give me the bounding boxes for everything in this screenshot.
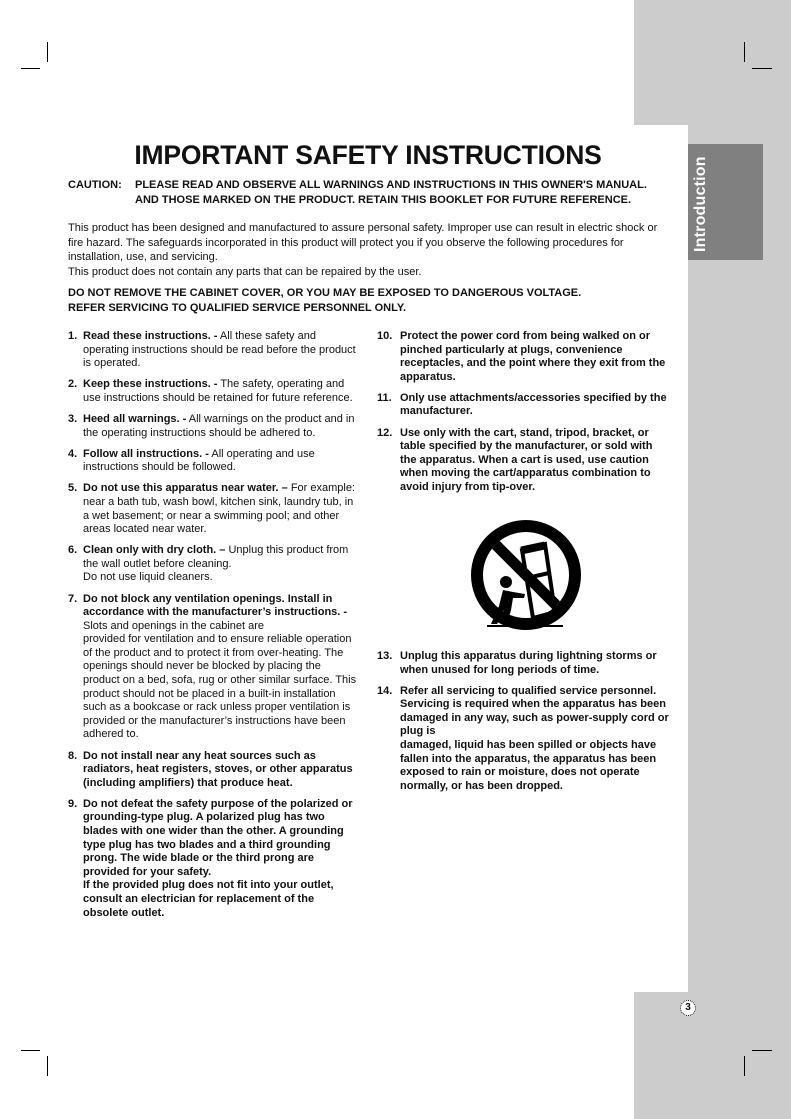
instruction-item: 13. Unplug this apparatus during lightning storms or when unused for long periods of time.: [377, 650, 657, 676]
instruction-item: 8. Do not install near any heat sources such as radiators, heat registers, stoves, or other apparatus (including amplifiers) that produce heat.: [68, 749, 353, 789]
page-number: 3: [680, 1000, 696, 1016]
instruction-item: 7. Do not block any ventilation openings. Install in accordance with the manufacturer’s instructions. - Slots and openings in the cabinet are provided for ventilation and to ensure reliable operation of the product and to protect it from over-heating. The openings should never be blocked by placing the product on a bed, sofa, rug or other similar surface. This product should not be placed in a built-in installation such as a bookcase or rack unless proper ventilation is provided or the manufacturer’s instructions have been adhered to.: [68, 592, 357, 741]
crop-mark: [47, 42, 48, 62]
crop-mark: [21, 68, 40, 69]
crop-mark: [21, 1050, 40, 1051]
crop-mark: [744, 42, 745, 62]
instruction-item: 12. Use only with the cart, stand, tripod, bracket, or table specified by the manufacturer, or sold with the apparatus. When a cart is used, use caution when moving the cart/apparatus combination to avoid injury from tip-over.: [377, 426, 653, 493]
sidebar-background-top: [634, 0, 791, 125]
instruction-item: 9. Do not defeat the safety purpose of the polarized or grounding-type plug. A polarized plug has two blades with one wider than the other. A grounding type plug has two blades and a third grounding prong. The wide blade or the third prong are provided for your safety. If the provided plug does not fit into your outlet, consult an electrician for replacement of the obsolete outlet.: [68, 797, 353, 919]
caution-label: CAUTION:: [68, 179, 122, 191]
intro-block: [68, 221, 668, 279]
instruction-item: 2. Keep these instructions. - The safety, operating and use instructions should be retained for future reference.: [68, 378, 353, 404]
instructions-left-column: [68, 330, 360, 928]
instruction-item: 1. Read these instructions. - All these safety and operating instructions should be read before the product is operated.: [68, 330, 356, 370]
page-title: IMPORTANT SAFETY INSTRUCTIONS: [134, 140, 602, 170]
caution-text: PLEASE READ AND OBSERVE ALL WARNINGS AND INSTRUCTIONS IN THIS OWNER'S MANUAL. AND THOSE MARKED ON THE PRODUCT. RETAIN THIS BOOKLET FOR FUTURE REFERENCE.: [135, 179, 647, 206]
crop-mark: [752, 68, 772, 69]
crop-mark: [744, 1056, 745, 1076]
cart-tip-over-warning-icon: [467, 520, 585, 632]
warning-line: REFER SERVICING TO QUALIFIED SERVICE PERSONNEL ONLY.: [68, 301, 407, 314]
section-tab-label: Introduction: [692, 156, 709, 252]
caution-block: [68, 178, 648, 207]
intro-paragraph: This product does not contain any parts that can be repaired by the user.: [68, 265, 422, 278]
intro-paragraph: This product has been designed and manufactured to assure personal safety. Improper use can result in electric shock or fire hazard. The safeguards incorporated in this product will protect you if you observe the following procedures for installation, use, and servicing.: [68, 222, 658, 263]
instruction-item: 11. Only use attachments/accessories specified by the manufacturer.: [377, 391, 667, 418]
instruction-item: 4. Follow all instructions. - All operating and use instructions should be followed.: [68, 447, 315, 474]
instructions-right-column: [377, 330, 671, 502]
instruction-item: 14. Refer all servicing to qualified service personnel. Servicing is required when the apparatus has been damaged in any way, such as power-supply cord or plug is damaged, liquid has been spilled or objects have fallen into the apparatus, the apparatus has been exposed to rain or moisture, does not operate normally, or has been dropped.: [377, 684, 669, 792]
instruction-item: 5. Do not use this apparatus near water. – For example: near a bath tub, wash bowl, kitchen sink, laundry tub, in a wet basement; or near a swimming pool; and other areas located near water.: [68, 482, 356, 536]
warning-block: [68, 286, 668, 315]
instructions-right-column-lower: [377, 650, 671, 801]
crop-mark: [752, 1050, 772, 1051]
crop-mark: [47, 1056, 48, 1076]
instruction-item: 3. Heed all warnings. - All warnings on the product and in the operating instructions should be adhered to.: [68, 412, 355, 439]
sidebar-background-bottom: [634, 992, 791, 1119]
instruction-item: 6. Clean only with dry cloth. – Unplug this product from the wall outlet before cleaning. Do not use liquid cleaners.: [68, 544, 349, 584]
warning-line: DO NOT REMOVE THE CABINET COVER, OR YOU MAY BE EXPOSED TO DANGEROUS VOLTAGE.: [68, 287, 582, 299]
instruction-item: 10. Protect the power cord from being walked on or pinched particularly at plugs, convenience receptacles, and the point where they exit from the apparatus.: [377, 330, 666, 383]
